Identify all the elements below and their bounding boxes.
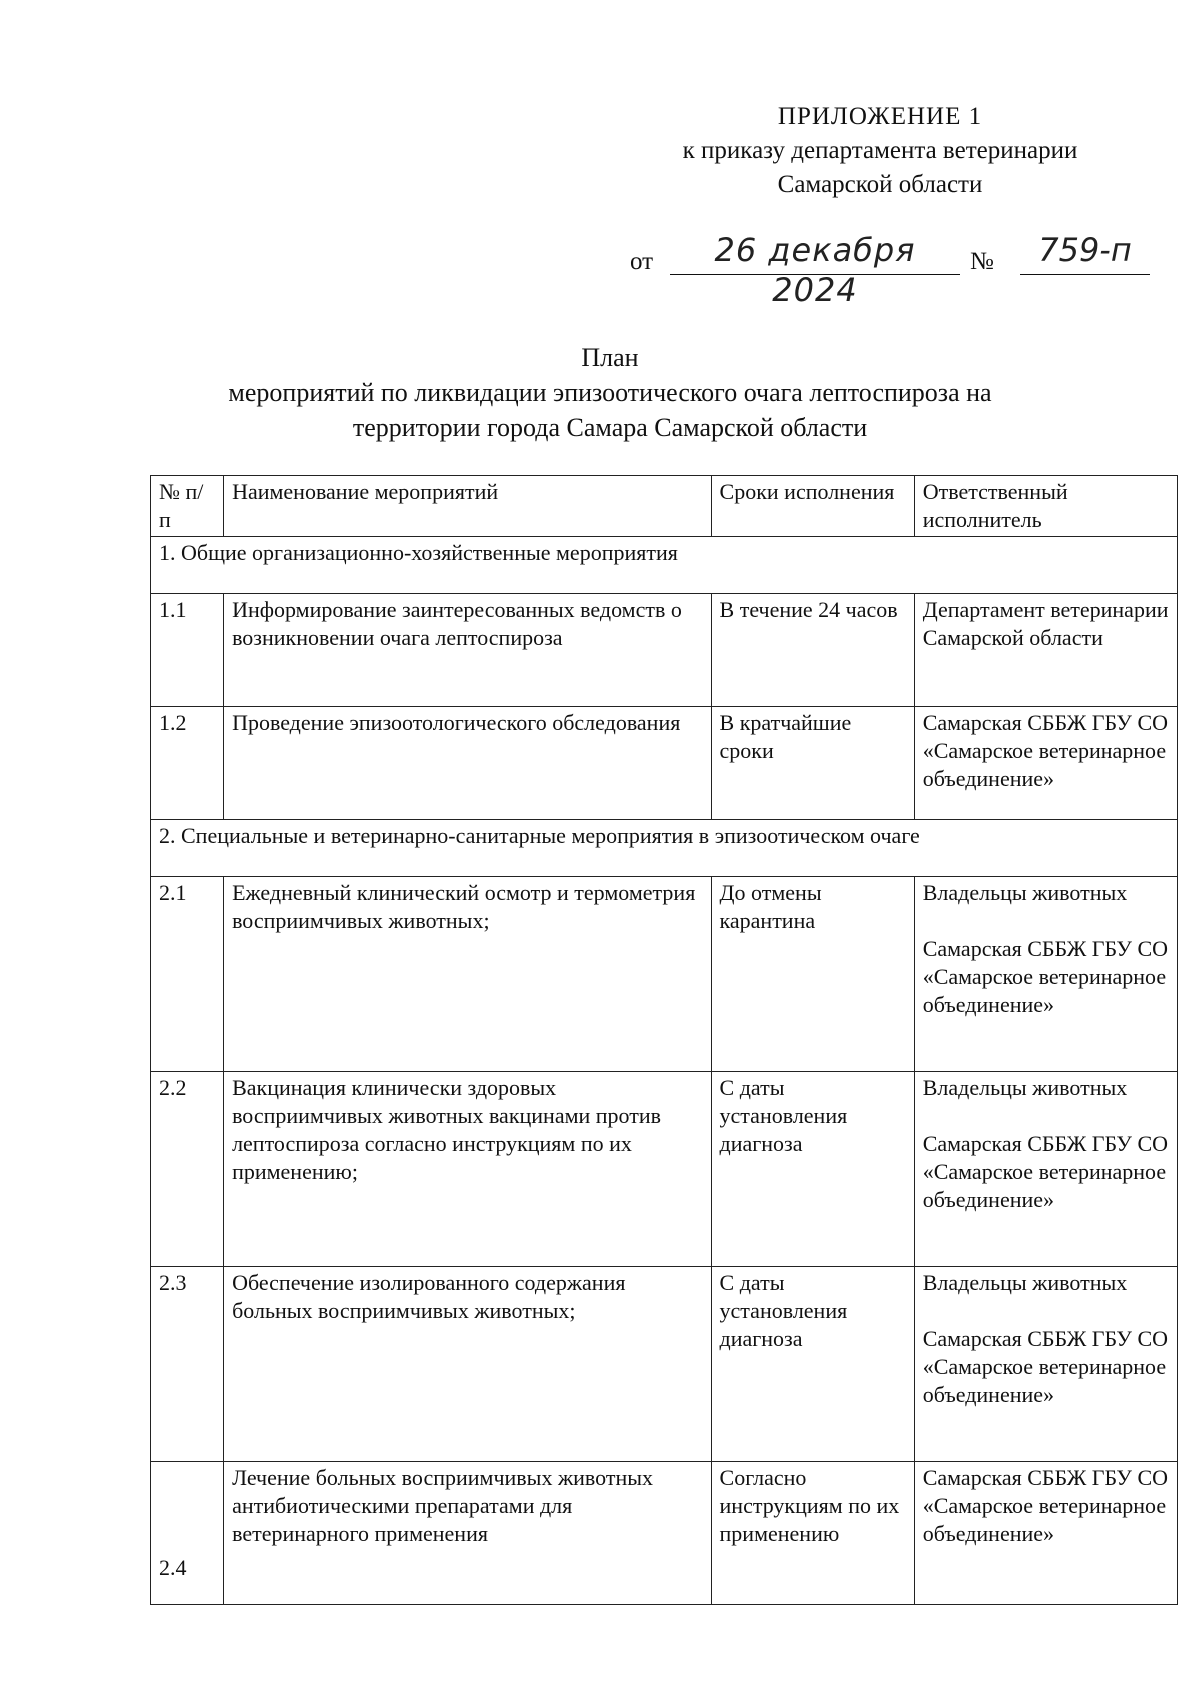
section-title: 2. Специальные и ветеринарно-санитарные мероприятия в эпизоотическом очаге	[151, 820, 1178, 877]
header-term: Сроки исполнения	[711, 476, 914, 537]
header-name: Наименование мероприятий	[224, 476, 711, 537]
row-responsible: Департамент ветеринарии Самарской области	[914, 594, 1177, 707]
section-row-2	[151, 820, 1178, 877]
responsible-owner: Владельцы животных	[922, 1270, 1128, 1295]
table-row	[151, 707, 1178, 820]
row-term: Согласно инструкциям по их применению	[711, 1462, 914, 1605]
row-responsible	[914, 1267, 1177, 1462]
table-row	[151, 594, 1178, 707]
title-line3: территории города Самара Самарской области	[352, 413, 868, 442]
row-responsible	[914, 1072, 1177, 1267]
row-name: Информирование заинтересованных ведомств о возникновении очага лептоспироза	[224, 594, 711, 707]
document-title	[140, 340, 1080, 445]
title-line1: План	[581, 343, 639, 372]
row-name: Вакцинация клинически здоровых восприимчивых животных вакцинами против лептоспироза согласно инструкциям по их применению;	[224, 1072, 711, 1267]
row-num: 2.2	[151, 1072, 224, 1267]
responsible-owner: Владельцы животных	[922, 880, 1128, 905]
responsible-service: Самарская СББЖ ГБУ СО «Самарское ветеринарное объединение»	[922, 936, 1169, 1017]
row-num: 1.2	[151, 707, 224, 820]
row-responsible	[914, 877, 1177, 1072]
header-num: № п/п	[151, 476, 224, 537]
section-row-1	[151, 537, 1178, 594]
table-row	[151, 1072, 1178, 1267]
row-name: Ежедневный клинический осмотр и термометрия восприимчивых животных;	[224, 877, 711, 1072]
table-row	[151, 1267, 1178, 1462]
appendix-header	[620, 100, 1140, 202]
row-num: 1.1	[151, 594, 224, 707]
row-responsible: Самарская СББЖ ГБУ СО «Самарское ветеринарное объединение»	[914, 707, 1177, 820]
table-header-row	[151, 476, 1178, 537]
row-num: 2.4	[151, 1462, 224, 1605]
row-responsible: Самарская СББЖ ГБУ СО «Самарское ветеринарное объединение»	[914, 1462, 1177, 1605]
row-term: В течение 24 часов	[711, 594, 914, 707]
responsible-service: Самарская СББЖ ГБУ СО «Самарское ветеринарное объединение»	[922, 1131, 1169, 1212]
row-term: С даты установления диагноза	[711, 1267, 914, 1462]
table-row	[151, 1462, 1178, 1605]
row-name: Лечение больных восприимчивых животных антибиотическими препаратами для ветеринарного применения	[224, 1462, 711, 1605]
handwritten-date: 26 декабря 2024	[670, 230, 960, 275]
order-reference-line1: к приказу департамента ветеринарии	[682, 137, 1078, 164]
row-name: Проведение эпизоотологического обследования	[224, 707, 711, 820]
section-title: 1. Общие организационно-хозяйственные мероприятия	[151, 537, 1178, 594]
responsible-service: Самарская СББЖ ГБУ СО «Самарское ветеринарное объединение»	[922, 1326, 1169, 1407]
plan-table	[150, 475, 1178, 1605]
row-term: С даты установления диагноза	[711, 1072, 914, 1267]
row-name: Обеспечение изолированного содержания больных восприимчивых животных;	[224, 1267, 711, 1462]
order-date-number	[630, 230, 1160, 309]
number-label: №	[970, 248, 994, 275]
appendix-label: ПРИЛОЖЕНИЕ 1	[777, 103, 983, 130]
row-term: В кратчайшие сроки	[711, 707, 914, 820]
responsible-owner: Владельцы животных	[922, 1075, 1128, 1100]
handwritten-number: 759-п	[1020, 230, 1150, 275]
row-term: До отмены карантина	[711, 877, 914, 1072]
from-label: от	[630, 248, 654, 275]
row-num: 2.1	[151, 877, 224, 1072]
title-line2: мероприятий по ликвидации эпизоотического очага лептоспироза на	[228, 378, 992, 407]
header-responsible: Ответственный исполнитель	[914, 476, 1177, 537]
row-num: 2.3	[151, 1267, 224, 1462]
order-reference-line2: Самарской области	[777, 171, 983, 198]
table-row	[151, 877, 1178, 1072]
